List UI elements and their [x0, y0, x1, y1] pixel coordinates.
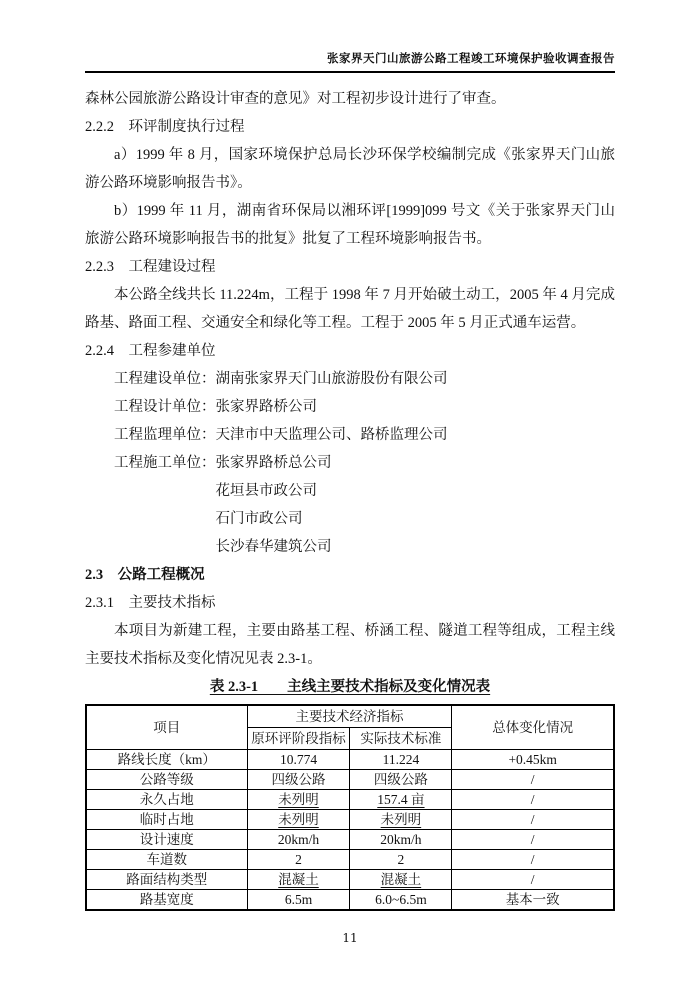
cell-change: /	[452, 789, 614, 809]
table-row	[86, 809, 614, 829]
cell-change: 基本一致	[452, 889, 614, 910]
unit-line-supervision	[85, 421, 615, 449]
heading-2-2-3: 2.2.3 工程建设过程	[85, 259, 216, 275]
unit-value: 张家界路桥总公司	[215, 455, 332, 471]
cell-eia: 四级公路	[247, 769, 350, 789]
heading-2-2-4: 2.2.4 工程参建单位	[85, 343, 216, 359]
paragraph-construction-process: 本公路全线共长 11.224m，工程于 1998 年 7 月开始破土动工，2005 年 4 月完成路基、路面工程、交通安全和绿化等工程。工程于 2005 年 5 月正式通车运营。	[85, 287, 615, 331]
table-row	[86, 749, 614, 769]
heading-2-3: 2.3 公路工程概况	[85, 567, 205, 583]
unit-line-design	[85, 393, 615, 421]
unit-value: 花垣县市政公司	[215, 483, 317, 499]
cell-item: 路面结构类型	[86, 869, 247, 889]
indicators-table-head	[86, 705, 614, 749]
page-number: 11	[342, 930, 358, 945]
cell-item: 车道数	[86, 849, 247, 869]
participating-units-list	[85, 365, 615, 561]
cell-change: +0.45km	[452, 749, 614, 769]
table-row	[86, 889, 614, 910]
unit-value: 湖南张家界天门山旅游股份有限公司	[215, 371, 448, 387]
unit-value: 张家界路桥公司	[215, 399, 317, 415]
unit-line-contractor-1	[85, 449, 615, 477]
indicators-table	[85, 704, 615, 911]
table-header-row-1	[86, 705, 614, 727]
cell-actual: 混凝土	[350, 869, 452, 889]
unit-line-contractor-4	[85, 533, 615, 561]
paragraph-eia-b: b）1999 年 11 月，湖南省环保局以湘环评[1999]099 号文《关于张家界天门山旅游公路环境影响报告书的批复》批复了工程环境影响报告书。	[85, 203, 615, 247]
cell-item: 公路等级	[86, 769, 247, 789]
cell-item: 永久占地	[86, 789, 247, 809]
cell-eia: 10.774	[247, 749, 350, 769]
cell-actual: 未列明	[350, 809, 452, 829]
unit-line-contractor-3	[85, 505, 615, 533]
unit-label: 工程监理单位：	[114, 427, 216, 443]
cell-change: /	[452, 829, 614, 849]
table-caption: 表 2.3-1 主线主要技术指标及变化情况表	[209, 679, 491, 695]
cell-eia: 6.5m	[247, 889, 350, 910]
cell-actual: 2	[350, 849, 452, 869]
cell-change: /	[452, 849, 614, 869]
unit-value: 天津市中天监理公司、路桥监理公司	[215, 427, 448, 443]
unit-value: 石门市政公司	[215, 511, 303, 527]
unit-value: 长沙春华建筑公司	[215, 539, 332, 555]
cell-item: 设计速度	[86, 829, 247, 849]
col-header-group: 主要技术经济指标	[247, 705, 452, 727]
cell-change: /	[452, 869, 614, 889]
indicators-table-body	[86, 749, 614, 910]
col-header-actual: 实际技术标准	[350, 727, 452, 749]
cell-change: /	[452, 769, 614, 789]
paragraph-continuation: 森林公园旅游公路设计审查的意见》对工程初步设计进行了审查。	[85, 91, 506, 107]
table-row	[86, 789, 614, 809]
cell-eia: 混凝土	[247, 869, 350, 889]
cell-actual: 157.4 亩	[350, 789, 452, 809]
heading-2-2-2: 2.2.2 环评制度执行过程	[85, 119, 245, 135]
document-body	[85, 85, 615, 945]
paragraph-eia-a: a）1999 年 8 月，国家环境保护总局长沙环保学校编制完成《张家界天门山旅游公路环境影响报告书》。	[85, 147, 615, 191]
col-header-item: 项目	[86, 705, 247, 749]
cell-actual: 20km/h	[350, 829, 452, 849]
unit-label: 工程建设单位：	[114, 371, 216, 387]
cell-eia: 未列明	[247, 809, 350, 829]
table-row	[86, 829, 614, 849]
unit-line-contractor-2	[85, 477, 615, 505]
paragraph-indicators-intro: 本项目为新建工程，主要由路基工程、桥涵工程、隧道工程等组成，工程主线主要技术指标及变化情况见表 2.3-1。	[85, 623, 615, 667]
col-header-change: 总体变化情况	[452, 705, 614, 749]
cell-item: 路线长度（km）	[86, 749, 247, 769]
cell-item: 路基宽度	[86, 889, 247, 910]
table-row	[86, 869, 614, 889]
cell-actual: 11.224	[350, 749, 452, 769]
cell-eia: 未列明	[247, 789, 350, 809]
cell-eia: 2	[247, 849, 350, 869]
running-header-title: 张家界天门山旅游公路工程竣工环境保护验收调查报告	[327, 53, 615, 65]
cell-eia: 20km/h	[247, 829, 350, 849]
cell-item: 临时占地	[86, 809, 247, 829]
col-header-eia: 原环评阶段指标	[247, 727, 350, 749]
cell-actual: 四级公路	[350, 769, 452, 789]
unit-line-construction	[85, 365, 615, 393]
running-header	[85, 50, 615, 73]
unit-label: 工程设计单位：	[114, 399, 216, 415]
table-row	[86, 849, 614, 869]
cell-change: /	[452, 809, 614, 829]
table-row	[86, 769, 614, 789]
unit-label: 工程施工单位：	[114, 455, 216, 471]
cell-actual: 6.0~6.5m	[350, 889, 452, 910]
heading-2-3-1: 2.3.1 主要技术指标	[85, 595, 216, 611]
